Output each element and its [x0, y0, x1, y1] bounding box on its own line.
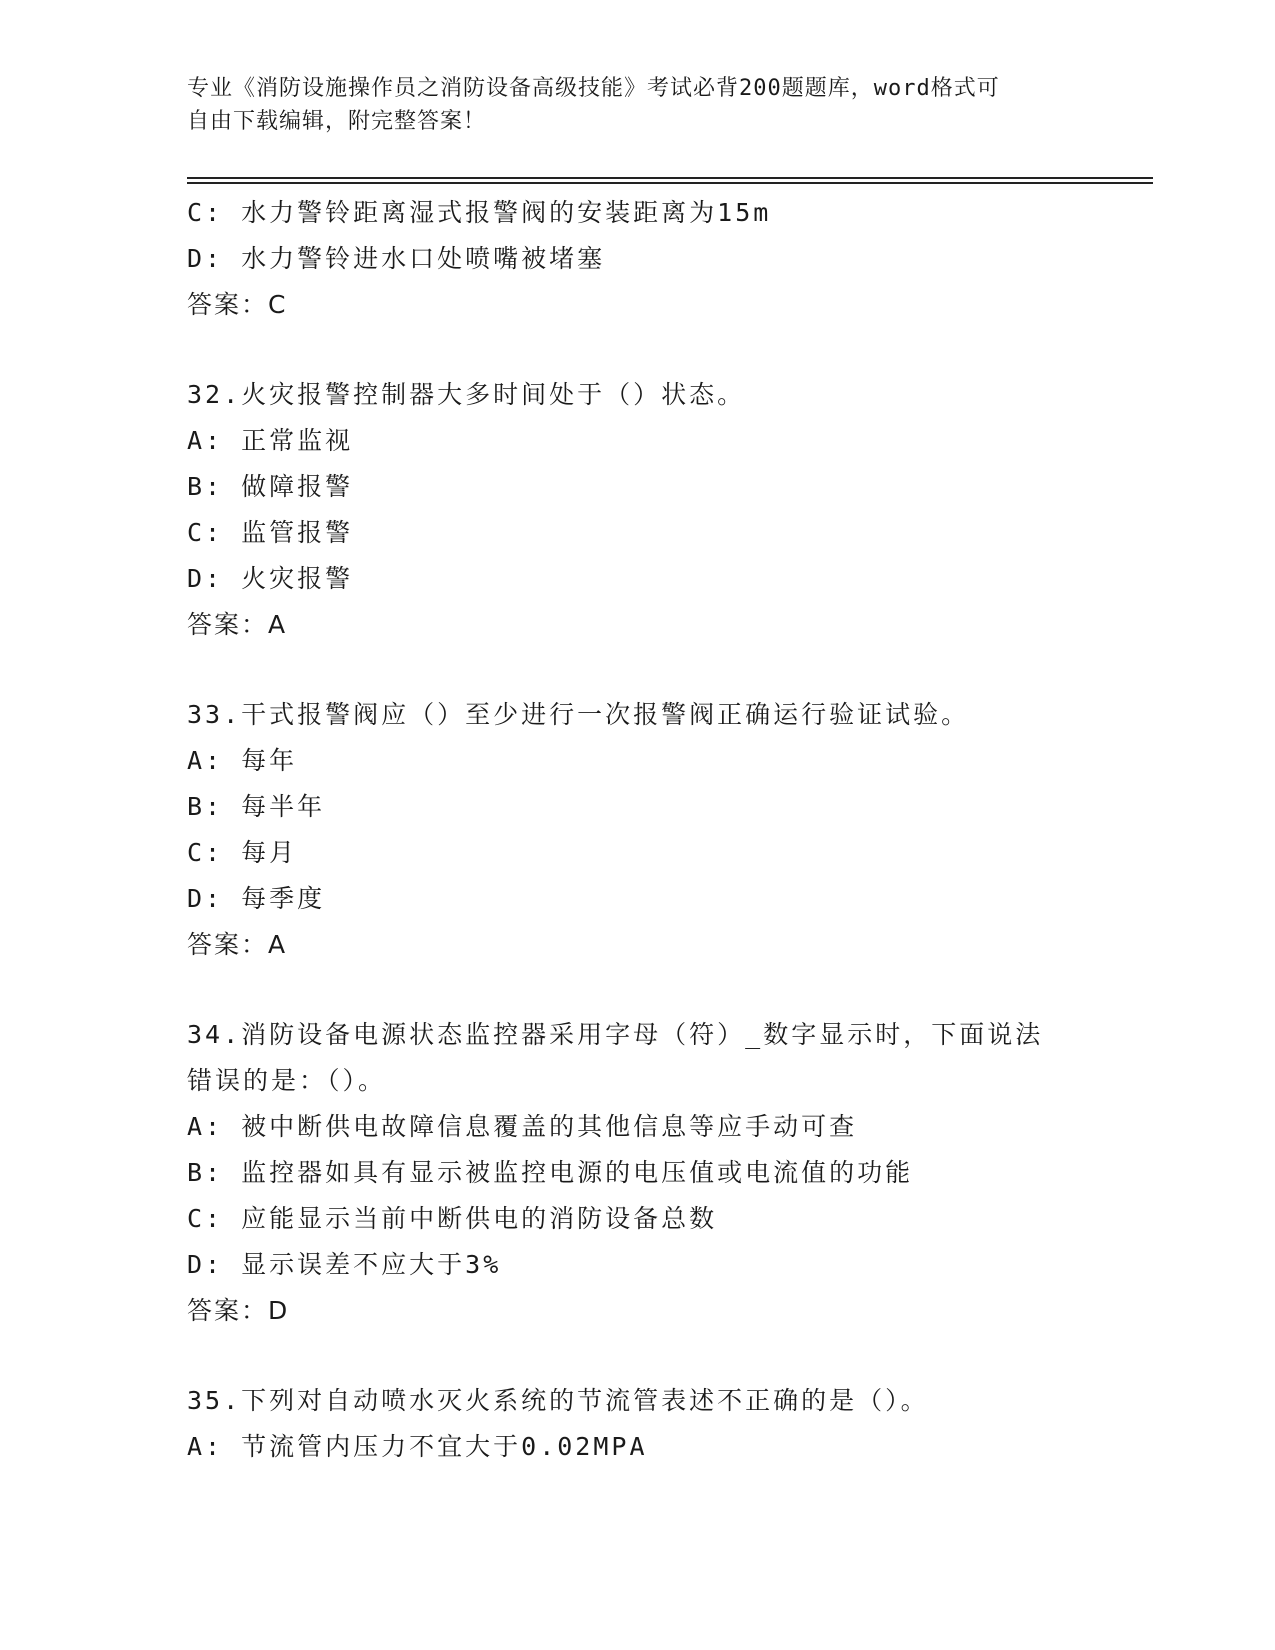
document-header — [187, 72, 1067, 138]
question-35 — [187, 1378, 1147, 1470]
header-divider-top — [187, 177, 1153, 179]
answer: 答案：A — [187, 930, 288, 959]
question-31-continued — [187, 190, 1147, 328]
option-b: B: 每半年 — [187, 792, 326, 821]
option-d: D: 水力警铃进水口处喷嘴被堵塞 — [187, 244, 606, 273]
header-line-2: 自由下载编辑，附完整答案！ — [187, 109, 487, 134]
option-b: B: 监控器如具有显示被监控电源的电压值或电流值的功能 — [187, 1158, 914, 1187]
option-b: B: 做障报警 — [187, 472, 354, 501]
answer: 答案：C — [187, 290, 288, 319]
header-line-1: 专业《消防设施操作员之消防设备高级技能》考试必背200题题库，word格式可 — [187, 76, 1000, 101]
option-d: D: 每季度 — [187, 884, 326, 913]
question-text: 33.干式报警阀应（）至少进行一次报警阀正确运行验证试验。 — [187, 700, 970, 729]
option-c: C: 水力警铃距离湿式报警阀的安装距离为15m — [187, 198, 772, 227]
option-c: C: 监管报警 — [187, 518, 354, 547]
option-c: C: 每月 — [187, 838, 298, 867]
option-d: D: 显示误差不应大于3% — [187, 1250, 502, 1279]
option-a: A: 每年 — [187, 746, 298, 775]
option-d: D: 火灾报警 — [187, 564, 354, 593]
option-c: C: 应能显示当前中断供电的消防设备总数 — [187, 1204, 718, 1233]
header-divider-bottom — [187, 182, 1153, 184]
question-34 — [187, 1012, 1147, 1334]
answer: 答案：D — [187, 1296, 290, 1325]
question-32 — [187, 372, 1147, 648]
question-33 — [187, 692, 1147, 968]
question-text-line-2: 错误的是：（）。 — [187, 1066, 387, 1095]
option-a: A: 被中断供电故障信息覆盖的其他信息等应手动可查 — [187, 1112, 858, 1141]
answer: 答案：A — [187, 610, 288, 639]
question-list — [187, 190, 1147, 1470]
option-a: A: 节流管内压力不宜大于0.02MPA — [187, 1432, 648, 1461]
question-text-line-1: 34.消防设备电源状态监控器采用字母（符）_数字显示时，下面说法 — [187, 1020, 1044, 1049]
question-text: 35.下列对自动喷水灭火系统的节流管表述不正确的是（）。 — [187, 1386, 929, 1415]
option-a: A: 正常监视 — [187, 426, 354, 455]
question-text: 32.火灾报警控制器大多时间处于（）状态。 — [187, 380, 746, 409]
